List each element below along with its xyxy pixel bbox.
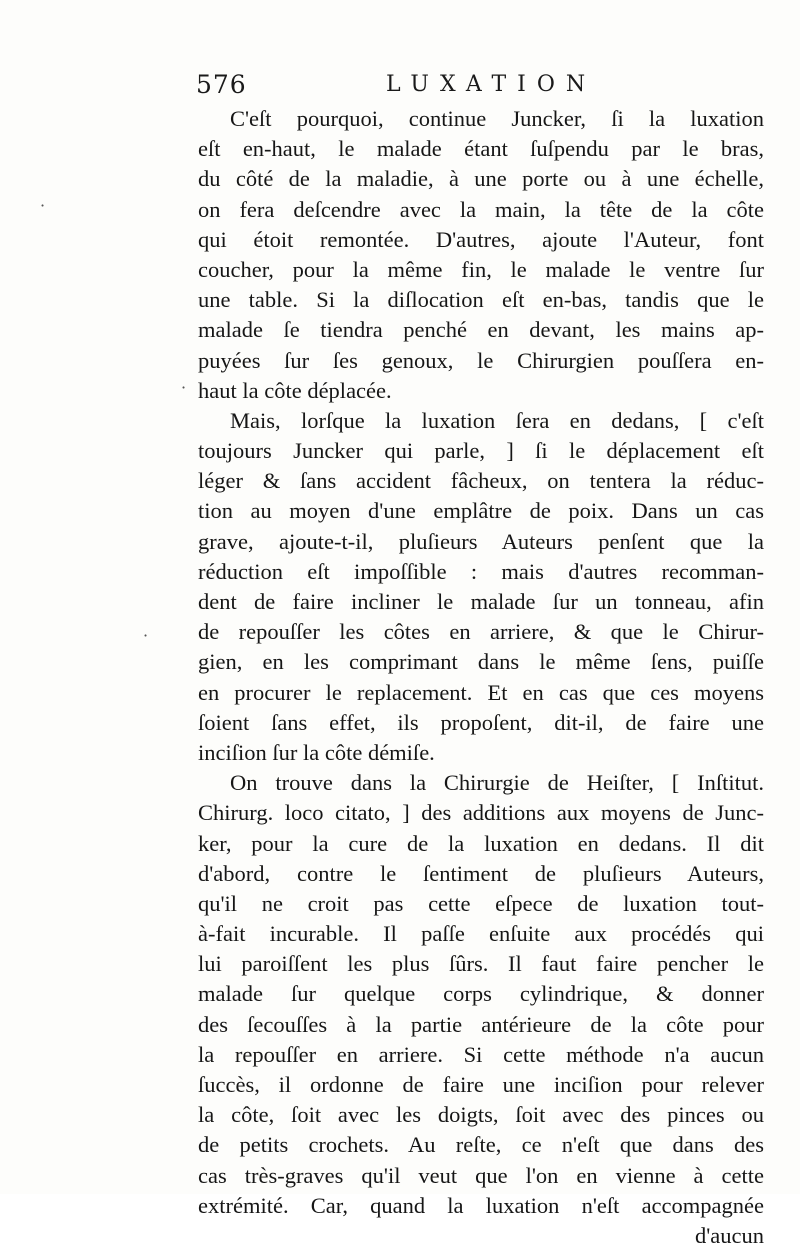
text-line: ſoient ſans effet, ils propoſent, dit-il, de faire une [198,709,764,735]
running-title: LUXATION [386,72,597,97]
text-line: léger & ſans accident fâcheux, on tentera la réduc- [198,468,764,494]
catchword: d'aucun [694,1222,764,1248]
body-text [198,104,764,1251]
margin-mark: · [40,196,46,215]
text-line: Chirurg. loco citato, ] des additions aux moyens de Junc- [198,800,764,826]
text-line: qu'il ne croit pas cette eſpece de luxation tout- [198,890,764,916]
text-line: gien, en les comprimant dans le même ſens, puiſſe [198,649,764,675]
text-line: coucher, pour la même fin, le malade le ventre ſur [198,256,764,282]
text-line: en procurer le replacement. Et en cas que ces moyens [198,679,764,705]
text-line: C'eſt pourquoi, continue Juncker, ſi la luxation [230,106,764,131]
text-line: tion au moyen d'une emplâtre de poix. Dans un cas [198,498,764,524]
text-line: ker, pour la cure de la luxation en dedans. Il dit [198,830,764,856]
text-line: grave, ajoute-t-il, pluſieurs Auteurs penſent que la [198,528,764,554]
text-line: ſuccès, il ordonne de faire une inciſion pour relever [198,1072,764,1097]
text-line: à-fait incurable. Il paſſe enſuite aux procédés qui [198,921,764,947]
text-line: toujours Juncker qui parle, ] ſi le déplacement eſt [198,438,764,464]
text-line: qui étoit remontée. D'autres, ajoute l'Auteur, font [198,226,764,252]
text-line: de petits crochets. Au reſte, ce n'eſt que dans des [198,1132,764,1158]
text-line: cas très-graves qu'il veut que l'on en vienne à cette [198,1162,764,1188]
text-line: malade ſe tiendra penché en devant, les mains ap- [198,317,764,343]
text-line: du côté de la maladie, à une porte ou à une échelle, [198,166,764,192]
page-number: 576 [196,70,247,99]
text-line: dent de faire incliner le malade ſur un tonneau, afin [198,589,764,614]
text-line: de repouſſer les côtes en arriere, & que le Chirur- [198,619,764,645]
text-line: réduction eſt impoſſible : mais d'autres recomman- [198,558,764,584]
text-line: haut la côte déplacée. [198,377,392,403]
text-line: On trouve dans la Chirurgie de Heiſter, [ Inſtitut. [230,770,764,796]
text-line: la côte, ſoit avec les doigts, ſoit avec des pinces ou [198,1102,764,1128]
margin-mark: · [143,626,149,645]
text-line: malade ſur quelque corps cylindrique, & donner [198,981,764,1007]
text-line: lui paroiſſent les plus ſûrs. Il faut faire pencher le [198,951,764,977]
text-line: eſt en-haut, le malade étant ſuſpendu par le bras, [198,136,764,162]
text-line: inciſion ſur la côte démiſe. [198,739,435,765]
text-line: extrémité. Car, quand la luxation n'eſt accompagnée [198,1192,764,1218]
text-line: des ſecouſſes à la partie antérieure de la côte pour [198,1011,764,1037]
text-line: puyées ſur ſes genoux, le Chirurgien pouſſera en- [198,347,764,373]
margin-mark: · [181,378,187,397]
text-line: la repouſſer en arriere. Si cette méthode n'a aucun [198,1041,764,1067]
text-line: on fera deſcendre avec la main, la tête de la côte [198,196,764,222]
page-header [196,70,756,104]
text-line: Mais, lorſque la luxation ſera en dedans, [ c'eſt [230,407,764,433]
text-line: d'abord, contre le ſentiment de pluſieurs Auteurs, [198,860,764,886]
text-line: une table. Si la diſlocation eſt en-bas, tandis que le [198,287,764,313]
